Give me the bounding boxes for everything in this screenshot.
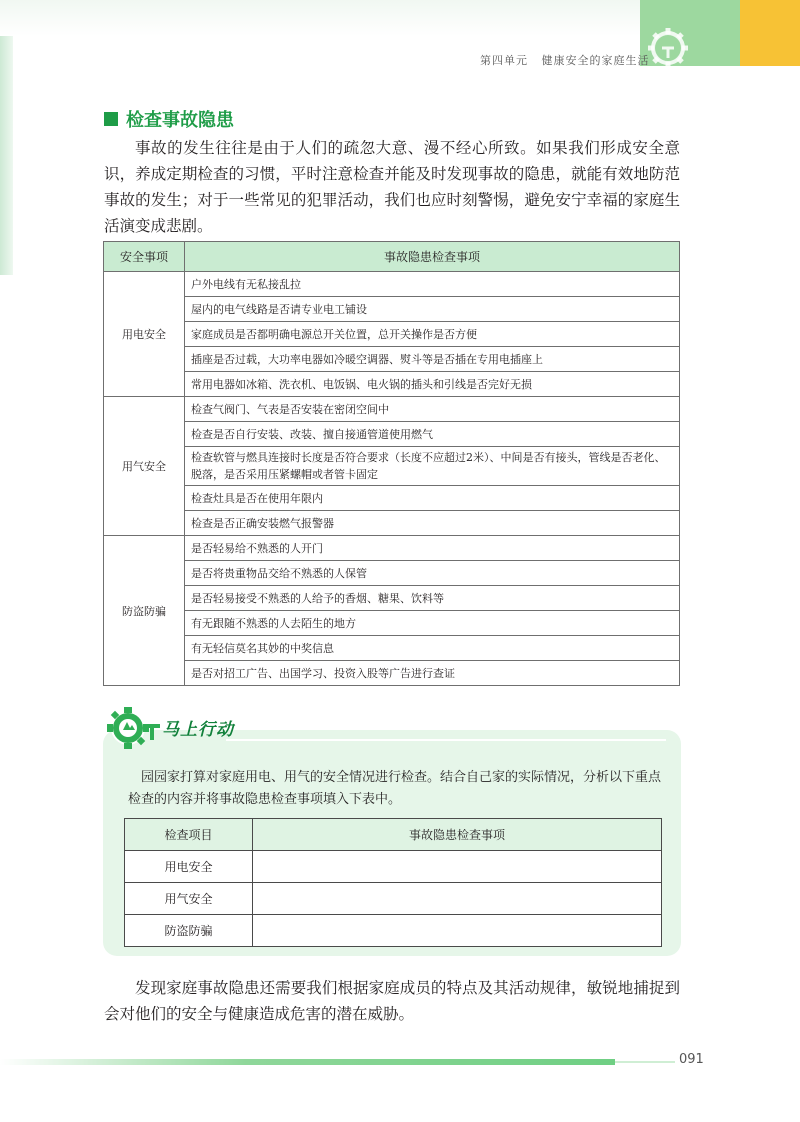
item-cell: 是否轻易给不熟悉的人开门 <box>185 536 680 561</box>
check-item-cell: 用气安全 <box>125 883 253 915</box>
item-cell: 检查软管与燃具连接时长度是否符合要求（长度不应超过2米）、中间是否有接头，管线是否老化、脱落，是否采用压紧螺帽或者管卡固定 <box>185 447 680 486</box>
table-row <box>104 397 680 422</box>
action-instructions: 园园家打算对家庭用电、用气的安全情况进行检查。结合自己家的实际情况，分析以下重点检查的内容并将事故隐患检查事项填入下表中。 <box>128 770 662 807</box>
table-row <box>125 915 662 947</box>
answer-cell[interactable] <box>253 883 662 915</box>
table-header-items: 事故隐患检查事项 <box>185 242 680 272</box>
table-header-item: 检查项目 <box>125 819 253 851</box>
table-row <box>104 636 680 661</box>
header-title: 健康安全的家庭生活 <box>541 54 650 67</box>
fill-in-check-table <box>124 818 662 947</box>
table-header-hazard: 事故隐患检查事项 <box>253 819 662 851</box>
table-row <box>104 422 680 447</box>
table-row <box>104 586 680 611</box>
item-cell: 检查是否自行安装、改装、擅自接通管道使用燃气 <box>185 422 680 447</box>
table-row <box>104 447 680 486</box>
item-cell: 插座是否过载，大功率电器如冷暖空调器、熨斗等是否插在专用电插座上 <box>185 347 680 372</box>
table-row <box>104 611 680 636</box>
action-title-underline <box>226 739 666 741</box>
intro-paragraph: 事故的发生往往是由于人们的疏忽大意、漫不经心所致。如果我们形成安全意识，养成定期检查的习惯，平时注意检查并能及时发现事故的隐患，就能有效地防范事故的发生；对于一些常见的犯罪活动，我们也应时刻警惕，避免安宁幸福的家庭生活演变成悲剧。 <box>104 139 680 235</box>
table-row <box>104 486 680 511</box>
header-yellow-block <box>740 0 800 66</box>
table-row <box>104 347 680 372</box>
square-bullet-icon <box>104 112 118 126</box>
table-row <box>104 536 680 561</box>
item-cell: 是否轻易接受不熟悉的人给予的香烟、糖果、饮料等 <box>185 586 680 611</box>
table-row <box>104 511 680 536</box>
category-cell: 用气安全 <box>104 397 185 536</box>
section-title-text: 检查事故隐患 <box>126 110 234 131</box>
item-cell: 是否将贵重物品交给不熟悉的人保管 <box>185 561 680 586</box>
answer-cell[interactable] <box>253 851 662 883</box>
closing-paragraph: 发现家庭事故隐患还需要我们根据家庭成员的特点及其活动规律，敏锐地捕捉到会对他们的安全与健康造成危害的潜在威胁。 <box>104 979 680 1023</box>
action-title: 马上行动 <box>162 720 234 740</box>
safety-check-table <box>103 241 680 686</box>
footer-rule <box>0 1059 615 1065</box>
category-cell: 用电安全 <box>104 272 185 397</box>
footer-rule-end <box>615 1061 675 1063</box>
item-cell: 有无跟随不熟悉的人去陌生的地方 <box>185 611 680 636</box>
gear-icon <box>646 26 690 70</box>
item-cell: 检查灶具是否在使用年限内 <box>185 486 680 511</box>
item-cell: 检查是否正确安装燃气报警器 <box>185 511 680 536</box>
category-cell: 防盗防骗 <box>104 536 185 686</box>
gear-hand-icon <box>104 706 164 750</box>
item-cell: 常用电器如冰箱、洗衣机、电饭锅、电火锅的插头和引线是否完好无损 <box>185 372 680 397</box>
table-row <box>104 272 680 297</box>
table-header-category: 安全事项 <box>104 242 185 272</box>
top-header-band <box>0 0 640 36</box>
item-cell: 户外电线有无私接乱拉 <box>185 272 680 297</box>
running-header <box>480 52 650 68</box>
header-unit: 第四单元 <box>480 54 528 67</box>
item-cell: 屋内的电气线路是否请专业电工铺设 <box>185 297 680 322</box>
item-cell: 有无轻信莫名其妙的中奖信息 <box>185 636 680 661</box>
table-row <box>104 561 680 586</box>
check-item-cell: 用电安全 <box>125 851 253 883</box>
table-row <box>125 883 662 915</box>
item-cell: 检查气阀门、气表是否安装在密闭空间中 <box>185 397 680 422</box>
table-row <box>104 661 680 686</box>
answer-cell[interactable] <box>253 915 662 947</box>
item-cell: 是否对招工广告、出国学习、投资入股等广告进行查证 <box>185 661 680 686</box>
check-item-cell: 防盗防骗 <box>125 915 253 947</box>
table-row <box>104 297 680 322</box>
page-number: 091 <box>679 1052 704 1067</box>
section-heading <box>104 106 234 132</box>
left-margin-strip <box>0 0 13 275</box>
table-row <box>104 322 680 347</box>
table-row <box>125 851 662 883</box>
item-cell: 家庭成员是否都明确电源总开关位置，总开关操作是否方便 <box>185 322 680 347</box>
table-row <box>104 372 680 397</box>
